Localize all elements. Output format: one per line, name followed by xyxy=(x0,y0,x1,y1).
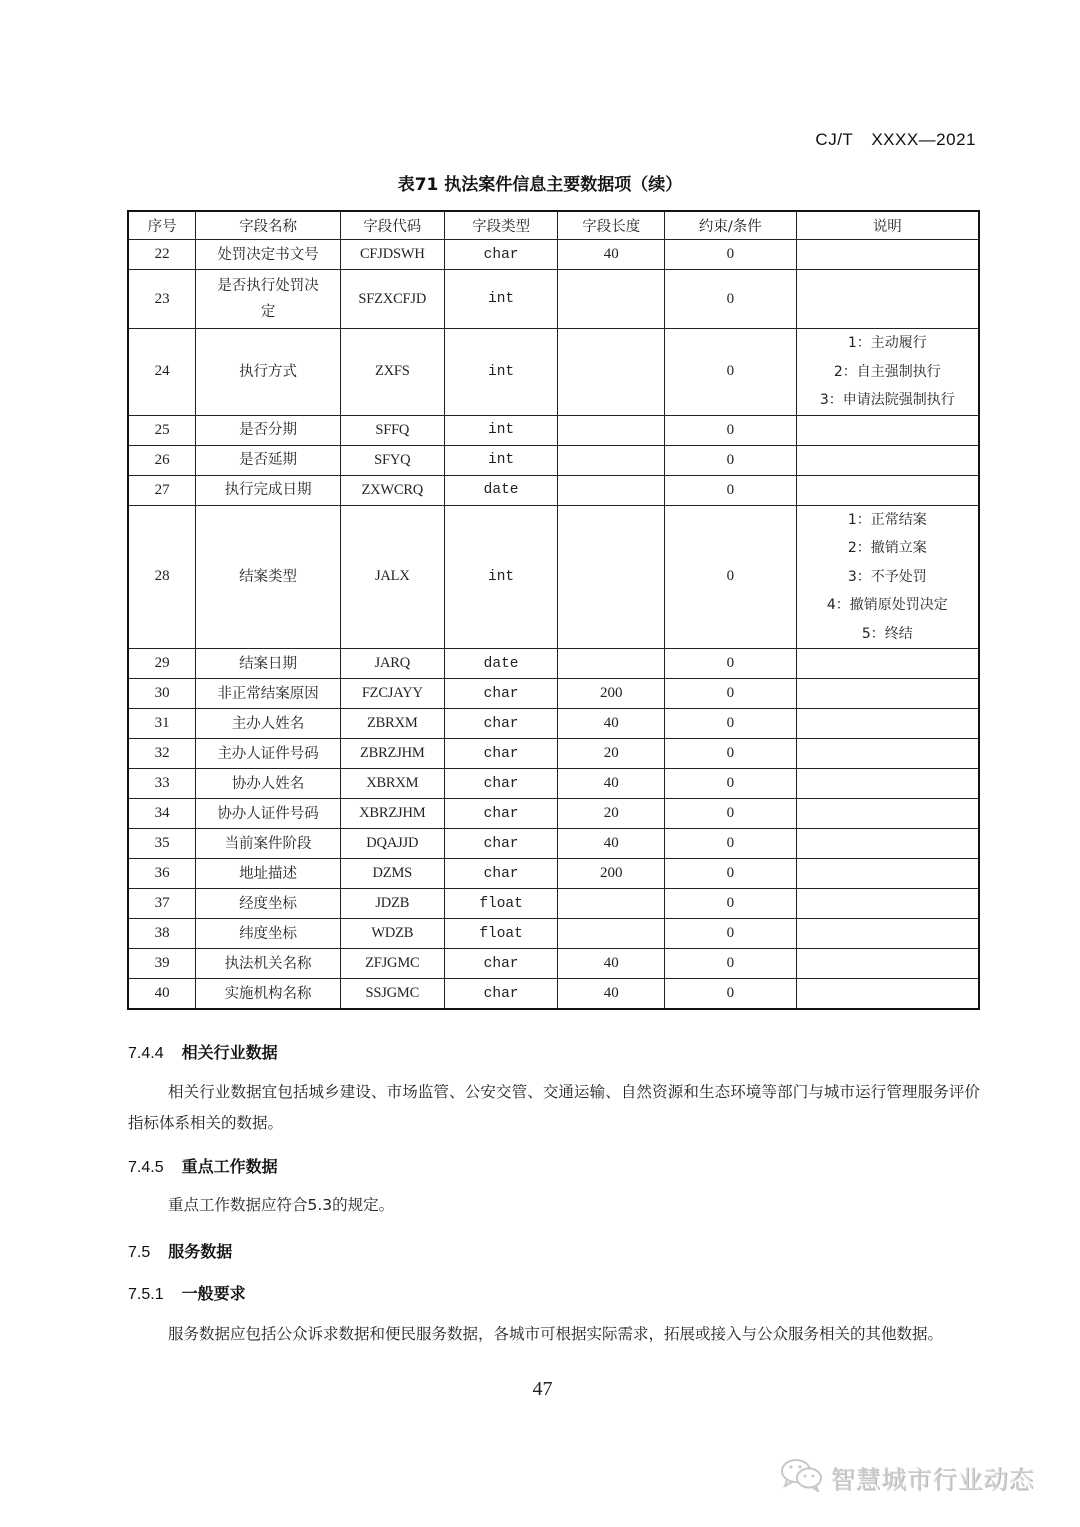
cell-field-type: date xyxy=(444,475,558,505)
cell-no: 22 xyxy=(128,240,196,270)
description-line: 1：主动履行 xyxy=(847,335,927,351)
cell-field-length: 20 xyxy=(558,739,665,769)
cell-constraint: 0 xyxy=(665,475,797,505)
cell-field-length xyxy=(558,415,665,445)
table-row xyxy=(128,329,979,416)
cell-field-length xyxy=(558,445,665,475)
cell-no: 37 xyxy=(128,889,196,919)
section-paragraph-7-4-4: 相关行业数据宜包括城乡建设、市场监管、公安交管、交通运输、自然资源和生态环境等部门与城市运行管理服务评价指标体系相关的数据。 xyxy=(128,1083,980,1132)
cell-field-code: XBRZJHM xyxy=(340,799,444,829)
cell-constraint: 0 xyxy=(665,919,797,949)
cell-field-type: int xyxy=(444,505,558,649)
cell-constraint: 0 xyxy=(665,240,797,270)
section-heading-7-5-1: 7.5.1 一般要求 xyxy=(128,1284,246,1303)
cell-field-type: char xyxy=(444,240,558,270)
cell-constraint: 0 xyxy=(665,829,797,859)
cell-field-name: 是否分期 xyxy=(196,415,341,445)
cell-no: 35 xyxy=(128,829,196,859)
cell-description xyxy=(796,415,979,445)
standard-prefix: CJ/T xyxy=(815,130,854,149)
cell-field-name: 协办人证件号码 xyxy=(196,799,341,829)
cell-field-code: XBRXM xyxy=(340,769,444,799)
cell-field-type: int xyxy=(444,415,558,445)
cell-field-name: 是否延期 xyxy=(196,445,341,475)
cell-no: 33 xyxy=(128,769,196,799)
cell-constraint: 0 xyxy=(665,505,797,649)
table-row xyxy=(128,889,979,919)
cell-description xyxy=(796,979,979,1010)
cell-field-length: 20 xyxy=(558,799,665,829)
cell-description xyxy=(796,859,979,889)
cell-field-code: ZFJGMC xyxy=(340,949,444,979)
cell-description xyxy=(796,829,979,859)
description-line: 2：自主强制执行 xyxy=(833,363,941,380)
cell-field-type: int xyxy=(444,445,558,475)
cell-field-code: SFZXCFJD xyxy=(340,270,444,329)
cell-field-code: JDZB xyxy=(340,889,444,919)
cell-field-code: JALX xyxy=(340,505,444,649)
column-header-field-name: 字段名称 xyxy=(196,211,341,240)
cell-field-code: DQAJJD xyxy=(340,829,444,859)
cell-constraint: 0 xyxy=(665,679,797,709)
cell-field-name: 纬度坐标 xyxy=(196,919,341,949)
table-row xyxy=(128,859,979,889)
cell-field-type: char xyxy=(444,949,558,979)
description-line: 5：终结 xyxy=(861,625,913,642)
cell-field-name: 实施机构名称 xyxy=(196,979,341,1010)
cell-field-type: int xyxy=(444,270,558,329)
cell-field-length xyxy=(558,329,665,416)
cell-description xyxy=(796,739,979,769)
cell-constraint: 0 xyxy=(665,415,797,445)
cell-constraint: 0 xyxy=(665,979,797,1010)
cell-field-type: char xyxy=(444,769,558,799)
column-header-field-code: 字段代码 xyxy=(340,211,444,240)
table-row xyxy=(128,829,979,859)
table-row xyxy=(128,679,979,709)
cell-field-name: 处罚决定书文号 xyxy=(196,240,341,270)
page-number: 47 xyxy=(532,1378,553,1400)
cell-field-code: JARQ xyxy=(340,649,444,679)
description-line: 4：撤销原处罚决定 xyxy=(826,597,948,613)
description-line: 2：撤销立案 xyxy=(847,540,927,556)
cell-field-type: char xyxy=(444,979,558,1010)
description-line: 1：正常结案 xyxy=(847,511,927,528)
cell-no: 25 xyxy=(128,415,196,445)
cell-field-length: 200 xyxy=(558,679,665,709)
cell-field-type: char xyxy=(444,739,558,769)
table-row xyxy=(128,445,979,475)
table-row xyxy=(128,270,979,329)
cell-field-length xyxy=(558,505,665,649)
cell-field-name: 当前案件阶段 xyxy=(196,829,341,859)
cell-field-name: 经度坐标 xyxy=(196,889,341,919)
cell-field-code: SFFQ xyxy=(340,415,444,445)
table-row xyxy=(128,649,979,679)
cell-field-length: 40 xyxy=(558,240,665,270)
cell-constraint: 0 xyxy=(665,709,797,739)
table-row xyxy=(128,709,979,739)
table-body xyxy=(128,240,979,1010)
cell-no: 29 xyxy=(128,649,196,679)
cell-constraint: 0 xyxy=(665,769,797,799)
column-header-constraint: 约束/条件 xyxy=(665,211,797,240)
cell-field-name: 协办人姓名 xyxy=(196,769,341,799)
description-line: 3：申请法院强制执行 xyxy=(819,392,955,408)
cell-field-name: 执行完成日期 xyxy=(196,475,341,505)
cell-constraint: 0 xyxy=(665,329,797,416)
watermark-text: 智慧城市行业动态 xyxy=(830,1465,1035,1494)
cell-field-length: 40 xyxy=(558,709,665,739)
cell-field-length: 40 xyxy=(558,829,665,859)
cell-field-length xyxy=(558,270,665,329)
cell-field-length: 40 xyxy=(558,769,665,799)
cell-constraint: 0 xyxy=(665,270,797,329)
cell-description xyxy=(796,445,979,475)
cell-field-code: DZMS xyxy=(340,859,444,889)
table-row xyxy=(128,415,979,445)
cell-field-length xyxy=(558,475,665,505)
cell-field-type: char xyxy=(444,709,558,739)
cell-no: 23 xyxy=(128,270,196,329)
cell-field-code: ZXWCRQ xyxy=(340,475,444,505)
cell-description xyxy=(796,919,979,949)
cell-description xyxy=(796,240,979,270)
cell-field-code: CFJDSWH xyxy=(340,240,444,270)
cell-no: 39 xyxy=(128,949,196,979)
table-row xyxy=(128,799,979,829)
cell-field-name: 执行方式 xyxy=(196,329,341,416)
cell-no: 24 xyxy=(128,329,196,416)
cell-field-name: 结案日期 xyxy=(196,649,341,679)
cell-description xyxy=(796,505,979,649)
cell-description xyxy=(796,799,979,829)
cell-field-name: 执法机关名称 xyxy=(196,949,341,979)
cell-field-type: float xyxy=(444,919,558,949)
cell-description xyxy=(796,679,979,709)
section-paragraph-7-4-5: 重点工作数据应符合5.3的规定。 xyxy=(168,1196,395,1214)
column-header-field-length: 字段长度 xyxy=(558,211,665,240)
cell-no: 31 xyxy=(128,709,196,739)
cell-description xyxy=(796,769,979,799)
cell-no: 32 xyxy=(128,739,196,769)
table-title: 表71 执法案件信息主要数据项（续） xyxy=(397,175,683,195)
column-header-description: 说明 xyxy=(796,211,979,240)
cell-field-code: ZBRZJHM xyxy=(340,739,444,769)
cell-field-type: int xyxy=(444,329,558,416)
section-heading-7-5: 7.5 服务数据 xyxy=(128,1242,233,1261)
cell-description xyxy=(796,889,979,919)
description-line: 3：不予处罚 xyxy=(847,568,927,585)
section-paragraph-7-5-1: 服务数据应包括公众诉求数据和便民服务数据，各城市可根据实际需求，拓展或接入与公众服务相关的其他数据。 xyxy=(168,1325,944,1343)
cell-no: 30 xyxy=(128,679,196,709)
cell-constraint: 0 xyxy=(665,889,797,919)
cell-field-name: 地址描述 xyxy=(196,859,341,889)
cell-description xyxy=(796,329,979,416)
table-row xyxy=(128,979,979,1010)
cell-field-length: 40 xyxy=(558,949,665,979)
section-heading-7-4-4: 7.4.4 相关行业数据 xyxy=(128,1043,278,1062)
cell-field-length xyxy=(558,889,665,919)
document-code xyxy=(815,130,976,150)
cell-field-name: 是否执行处罚决定 xyxy=(196,270,341,329)
cell-field-code: ZXFS xyxy=(340,329,444,416)
cell-field-code: WDZB xyxy=(340,919,444,949)
cell-field-length xyxy=(558,649,665,679)
cell-description xyxy=(796,475,979,505)
cell-no: 38 xyxy=(128,919,196,949)
watermark xyxy=(780,1458,1034,1498)
cell-field-type: char xyxy=(444,829,558,859)
cell-field-type: date xyxy=(444,649,558,679)
table-header-row xyxy=(128,211,979,240)
column-header-no: 序号 xyxy=(128,211,196,240)
table-row xyxy=(128,240,979,270)
column-header-field-type: 字段类型 xyxy=(444,211,558,240)
cell-field-code: SFYQ xyxy=(340,445,444,475)
table-row xyxy=(128,505,979,649)
section-heading-7-4-5: 7.4.5 重点工作数据 xyxy=(128,1157,278,1176)
cell-no: 40 xyxy=(128,979,196,1010)
cell-description xyxy=(796,270,979,329)
cell-field-type: char xyxy=(444,799,558,829)
cell-no: 36 xyxy=(128,859,196,889)
data-items-table xyxy=(127,210,980,1010)
cell-field-type: float xyxy=(444,889,558,919)
table-row xyxy=(128,769,979,799)
table-row xyxy=(128,919,979,949)
standard-number: XXXX—2021 xyxy=(871,130,976,149)
cell-field-name: 非正常结案原因 xyxy=(196,679,341,709)
cell-field-name: 主办人姓名 xyxy=(196,709,341,739)
cell-no: 28 xyxy=(128,505,196,649)
cell-description xyxy=(796,949,979,979)
cell-description xyxy=(796,709,979,739)
cell-field-length: 40 xyxy=(558,979,665,1010)
cell-field-code: SSJGMC xyxy=(340,979,444,1010)
table-row xyxy=(128,739,979,769)
cell-field-code: FZCJAYY xyxy=(340,679,444,709)
cell-field-name: 主办人证件号码 xyxy=(196,739,341,769)
cell-constraint: 0 xyxy=(665,445,797,475)
cell-constraint: 0 xyxy=(665,949,797,979)
cell-field-name: 结案类型 xyxy=(196,505,341,649)
cell-constraint: 0 xyxy=(665,649,797,679)
cell-constraint: 0 xyxy=(665,799,797,829)
cell-no: 27 xyxy=(128,475,196,505)
wechat-icon xyxy=(780,1458,830,1498)
cell-description xyxy=(796,649,979,679)
cell-constraint: 0 xyxy=(665,739,797,769)
cell-field-length xyxy=(558,919,665,949)
cell-constraint: 0 xyxy=(665,859,797,889)
cell-field-code: ZBRXM xyxy=(340,709,444,739)
table-row xyxy=(128,475,979,505)
table-row xyxy=(128,949,979,979)
cell-no: 26 xyxy=(128,445,196,475)
cell-field-length: 200 xyxy=(558,859,665,889)
cell-field-type: char xyxy=(444,859,558,889)
cell-field-type: char xyxy=(444,679,558,709)
cell-no: 34 xyxy=(128,799,196,829)
